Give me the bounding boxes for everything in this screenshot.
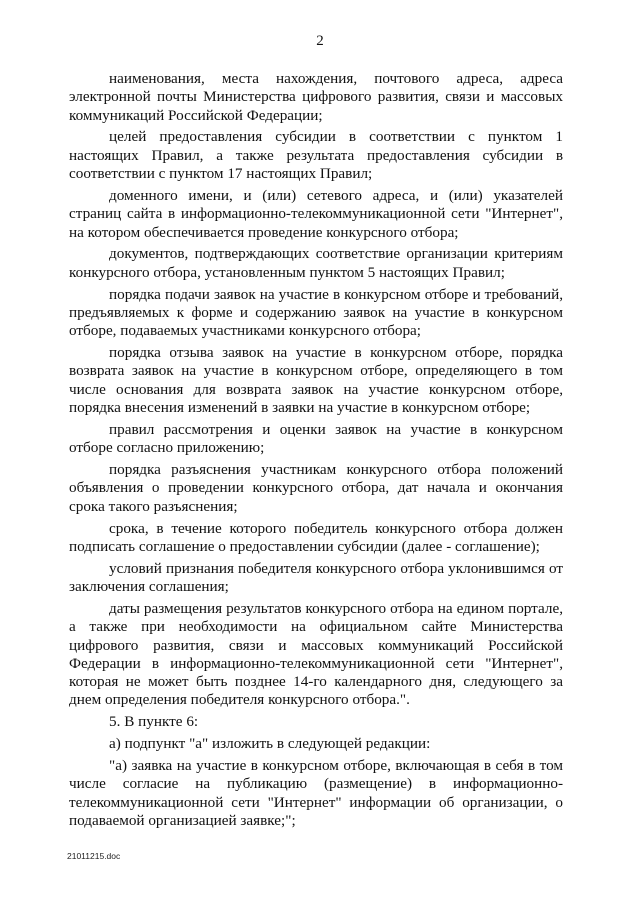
paragraph-4: документов, подтверждающих соответствие организации критериям конкурсного отбора, установленным пунктом 5 настоящих Правил;: [69, 245, 563, 281]
paragraph-10: условий признания победителя конкурсного отбора уклонившимся от заключения соглашения;: [69, 559, 563, 596]
paragraph-11: даты размещения результатов конкурсного отбора на едином портале, а также при необходимости на официальном сайте Министерства цифрового развития, связи и массовых коммуникаций Российской Федерации в информационно-телекоммуникационной сети "Интернет", которая не может быть позднее 14-го календарного дня, следующего за днем определения победителя конкурсного отбора.".: [69, 599, 563, 709]
document-body: [69, 70, 563, 834]
paragraph-12: 5. В пункте 6:: [109, 713, 199, 731]
paragraph-13: а) подпункт "а" изложить в следующей редакции:: [109, 735, 431, 753]
paragraph-8: порядка разъяснения участникам конкурсного отбора положений объявления о проведении конкурсного отбора, дат начала и окончания срока такого разъяснения;: [69, 461, 563, 515]
paragraph-2: целей предоставления субсидии в соответствии с пунктом 1 настоящих Правил, а также результата предоставления субсидии в соответствии с пунктом 17 настоящих Правил;: [69, 128, 563, 183]
paragraph-1: наименования, места нахождения, почтового адреса, адреса электронной почты Министерства цифрового развития, связи и массовых коммуникаций Российской Федерации;: [69, 70, 563, 124]
paragraph-5: порядка подачи заявок на участие в конкурсном отборе и требований, предъявляемых к форме и содержанию заявок на участие в конкурсном отборе, подаваемых участниками конкурсного отбора;: [69, 285, 563, 340]
paragraph-6: порядка отзыва заявок на участие в конкурсном отборе, порядка возврата заявок на участие в конкурсном отборе, определяющего в том числе основания для возврата заявок на участие конкурсном отборе, порядка внесения изменений в заявки на участие в конкурсном отборе;: [69, 344, 563, 417]
paragraph-7: правил рассмотрения и оценки заявок на участие в конкурсном отборе согласно приложению;: [69, 420, 563, 457]
paragraph-14: "а) заявка на участие в конкурсном отборе, включающая в себя в том числе согласие на публикацию (размещение) в информационно-телекоммуникационной сети "Интернет" информации об организации, о подаваемой организацией заявке;";: [69, 757, 563, 829]
paragraph-3: доменного имени, и (или) сетевого адреса, и (или) указателей страниц сайта в информационно-телекоммуникационной сети "Интернет", на котором обеспечивается проведение конкурсного отбора;: [69, 186, 563, 241]
page-number: 2: [316, 33, 324, 49]
paragraph-9: срока, в течение которого победитель конкурсного отбора должен подписать соглашение о предоставлении субсидии (далее - соглашение);: [69, 519, 563, 555]
document-footer-filename: 21011215.doc: [67, 851, 121, 861]
